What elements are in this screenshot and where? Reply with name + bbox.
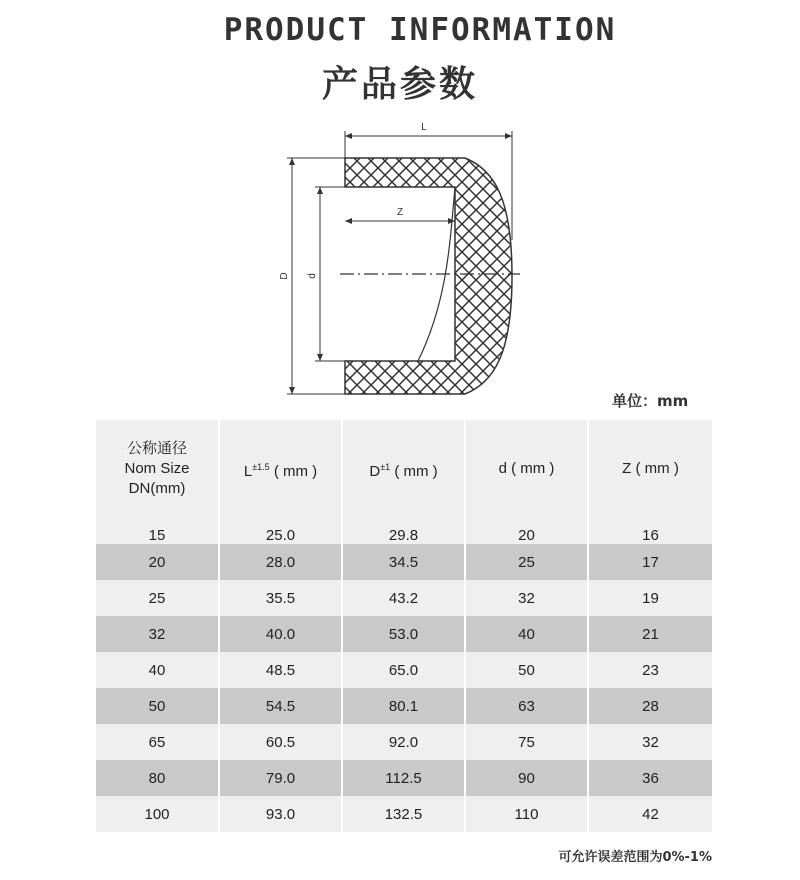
table-cell: 43.2 (342, 580, 465, 616)
table-cell: 65 (96, 724, 219, 760)
header-dn (96, 420, 219, 518)
table-row (96, 518, 712, 544)
table-cell: 15 (96, 518, 219, 544)
label-L: L (421, 122, 427, 133)
page-title-cn: 产品参数 (321, 64, 478, 105)
table-cell: 23 (588, 652, 712, 688)
table-cell: 32 (588, 724, 712, 760)
table-cell: 40 (96, 652, 219, 688)
table-cell: 65.0 (342, 652, 465, 688)
table-cell: 25 (465, 544, 588, 580)
table-cell: 28 (588, 688, 712, 724)
unit-label: 单位：mm (612, 392, 689, 410)
label-d: d (307, 273, 318, 279)
table-cell: 34.5 (342, 544, 465, 580)
table-cell: 32 (465, 580, 588, 616)
table-cell: 80.1 (342, 688, 465, 724)
cap-wall-section (345, 158, 512, 394)
table-cell: 21 (588, 616, 712, 652)
header-L: $L^{\pm 1.5}$ ( mm ) (219, 420, 342, 518)
table-cell: 36 (588, 760, 712, 796)
table-cell: 20 (96, 544, 219, 580)
table-row (96, 760, 712, 796)
table-cell: 53.0 (342, 616, 465, 652)
label-Z: Z (396, 207, 404, 218)
table-row (96, 580, 712, 616)
table-cell: 60.5 (219, 724, 342, 760)
table-row (96, 616, 712, 652)
table-row (96, 724, 712, 760)
table-cell: 112.5 (342, 760, 465, 796)
table-cell: 54.5 (219, 688, 342, 724)
table-cell: 20 (465, 518, 588, 544)
table-cell: 29.8 (342, 518, 465, 544)
table-cell: 40.0 (219, 616, 342, 652)
table-cell: 16 (588, 518, 712, 544)
table-cell: 63 (465, 688, 588, 724)
header-D: $D^{\pm 1}$ ( mm ) (342, 420, 465, 518)
table-cell: 92.0 (342, 724, 465, 760)
label-D: D (279, 272, 290, 280)
table-cell: 35.5 (219, 580, 342, 616)
spec-table (96, 420, 712, 832)
table-cell: 50 (96, 688, 219, 724)
table-cell: 17 (588, 544, 712, 580)
pipe-cap-diagram (0, 110, 800, 400)
table-cell: 100 (96, 796, 219, 832)
header-dn-unit: DN(mm) (128, 480, 186, 497)
table-cell: 110 (465, 796, 588, 832)
tolerance-note: 可允许误差范围为0%-1% (558, 850, 712, 865)
table-cell: 93.0 (219, 796, 342, 832)
table-row (96, 544, 712, 580)
header-dn-cn: 公称通径 (126, 440, 187, 457)
table-row (96, 652, 712, 688)
table-cell: 42 (588, 796, 712, 832)
table-cell: 80 (96, 760, 219, 796)
table-cell: 32 (96, 616, 219, 652)
table-cell: 79.0 (219, 760, 342, 796)
table-cell: 132.5 (342, 796, 465, 832)
table-cell: 48.5 (219, 652, 342, 688)
header-d: d ( mm ) (465, 420, 588, 518)
table-cell: 50 (465, 652, 588, 688)
table-cell: 75 (465, 724, 588, 760)
table-cell: 25 (96, 580, 219, 616)
table-row (96, 796, 712, 832)
page-title-en: PRODUCT INFORMATION (223, 12, 617, 48)
table-cell: 40 (465, 616, 588, 652)
header-dn-en: Nom Size (124, 460, 190, 477)
table-cell: 28.0 (219, 544, 342, 580)
table-cell: 25.0 (219, 518, 342, 544)
table-cell: 19 (588, 580, 712, 616)
table-row (96, 688, 712, 724)
table-cell: 90 (465, 760, 588, 796)
header-Z: Z ( mm ) (588, 420, 712, 518)
table-header-row (96, 420, 712, 518)
